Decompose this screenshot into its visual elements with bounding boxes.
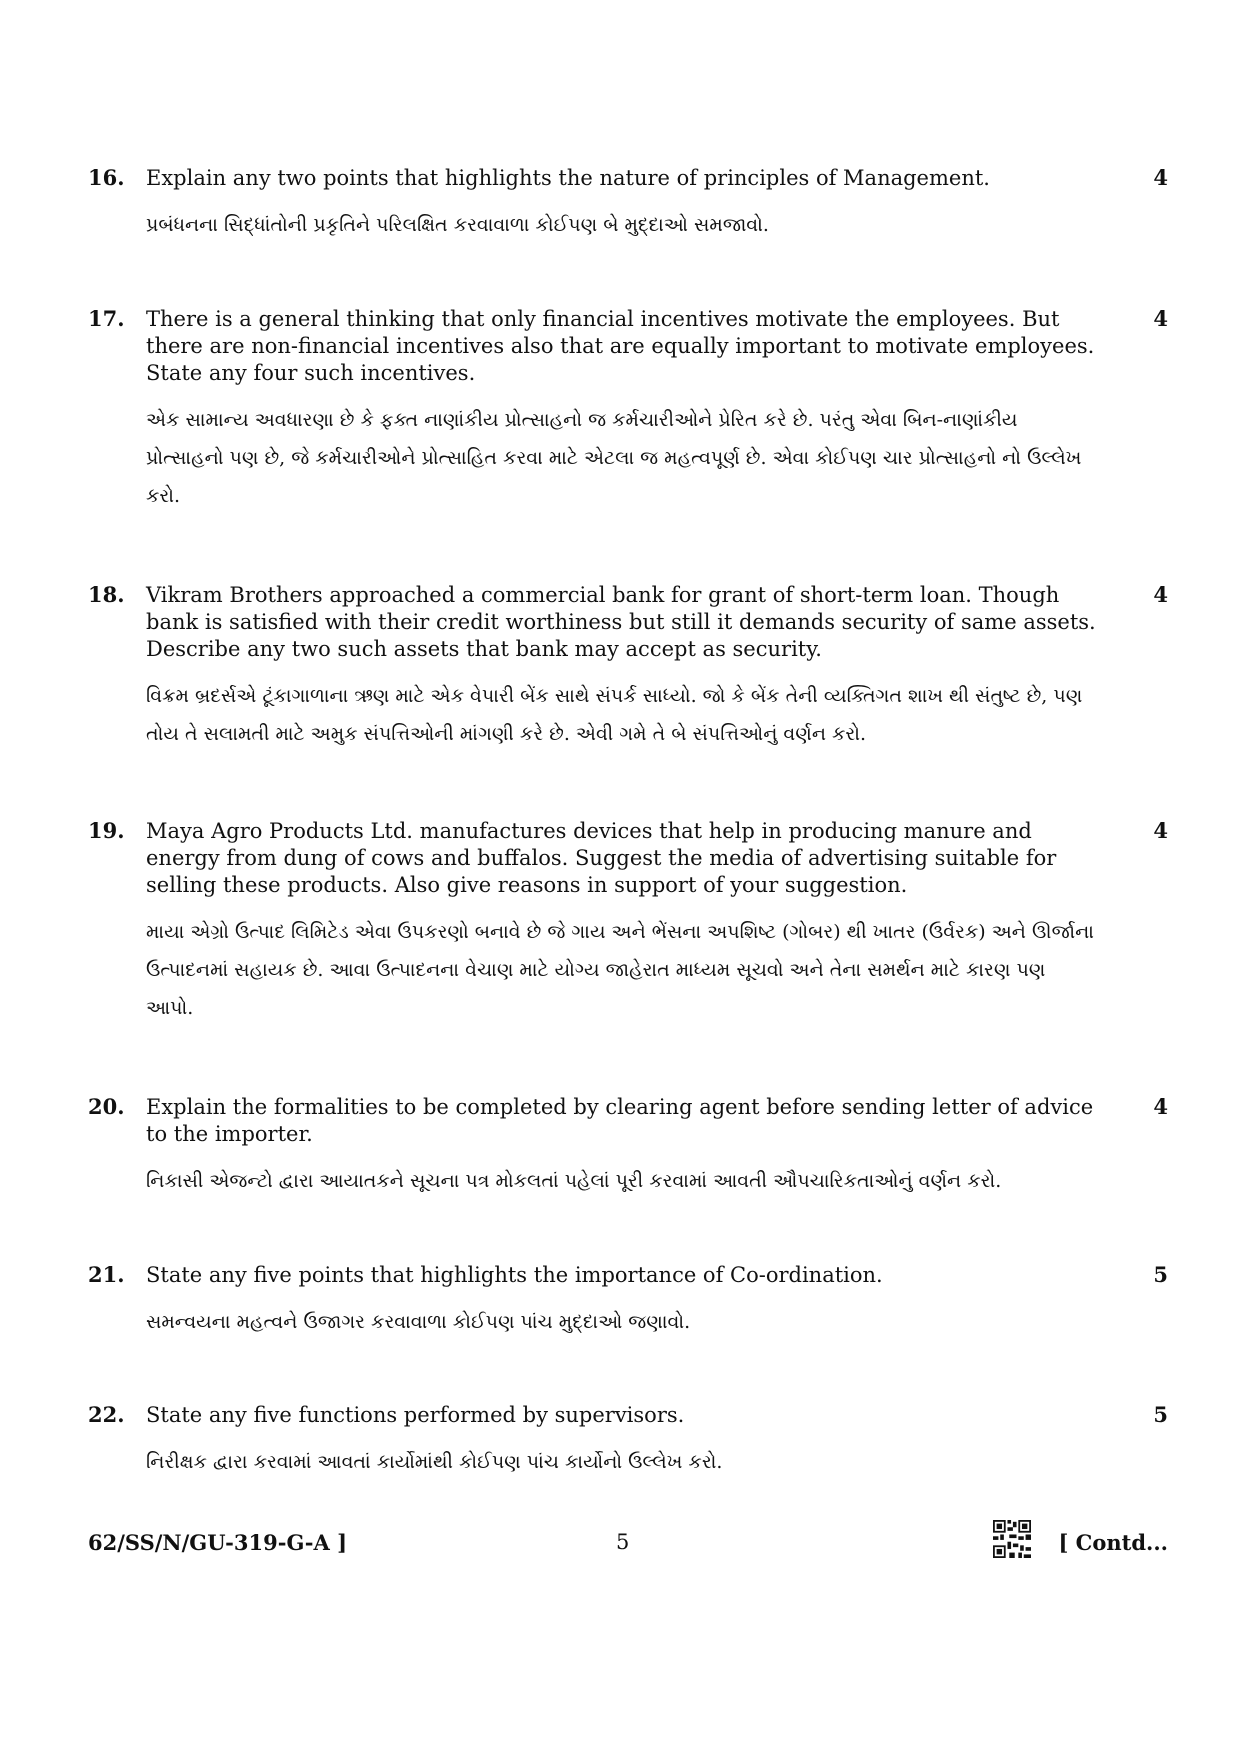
question-text-english: There is a general thinking that only financial incentives motivate the employees. But there are non-financial incentives also that are equally important to motivate employees. State any four such incentives. [146,307,1095,385]
continued-label: [ Contd... [1058,1530,1168,1555]
question-text-english: Maya Agro Products Ltd. manufactures devices that help in producing manure and energy from dung of cows and buffalos. Suggest the media of advertising suitable for selling these products. Also give reasons in support of your suggestion. [146,819,1057,897]
question-text-english: Explain any two points that highlights the nature of principles of Management. [146,166,990,190]
question-text-gujarati: નિકાસી એજન્ટો દ્વારા આયાતકને સૂચના પત્ર મોકલતાં પહેલાં પૂરી કરવામાં આવતી ઔપચારિકતાઓનું વર્ણન કરો. [146,1170,1002,1192]
question-text-english: Explain the formalities to be completed by clearing agent before sending letter of advice to the importer. [146,1095,1094,1146]
question-text-english: State any five functions performed by supervisors. [146,1403,685,1427]
qr-code-icon [993,1520,1031,1558]
question-19 [88,818,1168,1027]
question-marks: 4 [1153,1094,1168,1119]
question-text-gujarati: એક સામાન્ય અવધારણા છે કે ફક્ત નાણાંકીય પ્રોત્સાહનો જ કર્મચારીઓને પ્રેરિત કરે છે. પરંતુ એવા બિન-નાણાંકીય પ્રોત્સાહનો પણ છે, જે કર્મચારીઓને પ્રોત્સાહિત કરવા માટે એટલા જ મહત્વપૂર્ણ છે. એવા કોઈપણ ચાર પ્રોત્સાહનો નો ઉલ્લેખ કરો. [146,409,1082,507]
question-marks: 5 [1153,1262,1168,1287]
question-number: 18. [88,582,125,607]
question-marks: 4 [1153,818,1168,843]
question-text-gujarati: વિક્રમ બ્રદર્સએ ટૂંકાગાળાના ઋણ માટે એક વેપારી બેંક સાથે સંપર્ક સાધ્યો. જો કે બેંક તેની વ્યક્તિગત શાખ થી સંતુષ્ટ છે, પણ તોય તે સલામતી માટે અમુક સંપત્તિઓની માંગણી કરે છે. એવી ગમે તે બે સંપત્તિઓનું વર્ણન કરો. [146,685,1083,745]
question-number: 21. [88,1262,125,1287]
question-20 [88,1094,1168,1200]
paper-code: 62/SS/N/GU-319-G-A ] [88,1530,348,1555]
page-footer [88,1530,1168,1574]
question-text-gujarati: સમન્વયના મહત્વને ઉજાગર કરવાવાળા કોઈપણ પાંચ મુદ્દાઓ જણાવો. [146,1311,691,1333]
question-text-gujarati: માયા એગ્રો ઉત્પાદ લિમિટેડ એવા ઉપકરણો બનાવે છે જે ગાય અને ભેંસના અપશિષ્ટ (ગોબર) થી ખાતર (ઉર્વરક) અને ઊર્જાના ઉત્પાદનમાં સહાયક છે. આવા ઉત્પાદનના વેચાણ માટે યોગ્ય જાહેરાત માધ્યમ સૂચવો અને તેના સમર્થન માટે કારણ પણ આપો. [146,921,1094,1019]
question-22 [88,1402,1168,1481]
page-number: 5 [616,1530,630,1554]
question-text-gujarati: નિરીક્ષક દ્વારા કરવામાં આવતાં કાર્યોમાંથી કોઈપણ પાંચ કાર્યોનો ઉલ્લેખ કરો. [146,1451,723,1473]
question-marks: 5 [1153,1402,1168,1427]
question-number: 16. [88,165,125,190]
question-text-english: State any five points that highlights the importance of Co-ordination. [146,1263,883,1287]
question-number: 17. [88,306,125,331]
question-text-gujarati: પ્રબંધનના સિદ્ધાંતોની પ્રકૃતિને પરિલક્ષિત કરવાવાળા કોઈપણ બે મુદ્દાઓ સમજાવો. [146,214,769,236]
question-marks: 4 [1153,306,1168,331]
question-text-english: Vikram Brothers approached a commercial bank for grant of short-term loan. Though bank is satisfied with their credit worthiness but still it demands security of same assets. Describe any two such assets that bank may accept as security. [146,583,1096,661]
question-21 [88,1262,1168,1341]
question-17 [88,306,1168,515]
question-number: 19. [88,818,125,843]
question-marks: 4 [1153,165,1168,190]
question-marks: 4 [1153,582,1168,607]
question-number: 22. [88,1402,125,1427]
question-18 [88,582,1168,753]
question-16 [88,165,1168,244]
question-number: 20. [88,1094,125,1119]
